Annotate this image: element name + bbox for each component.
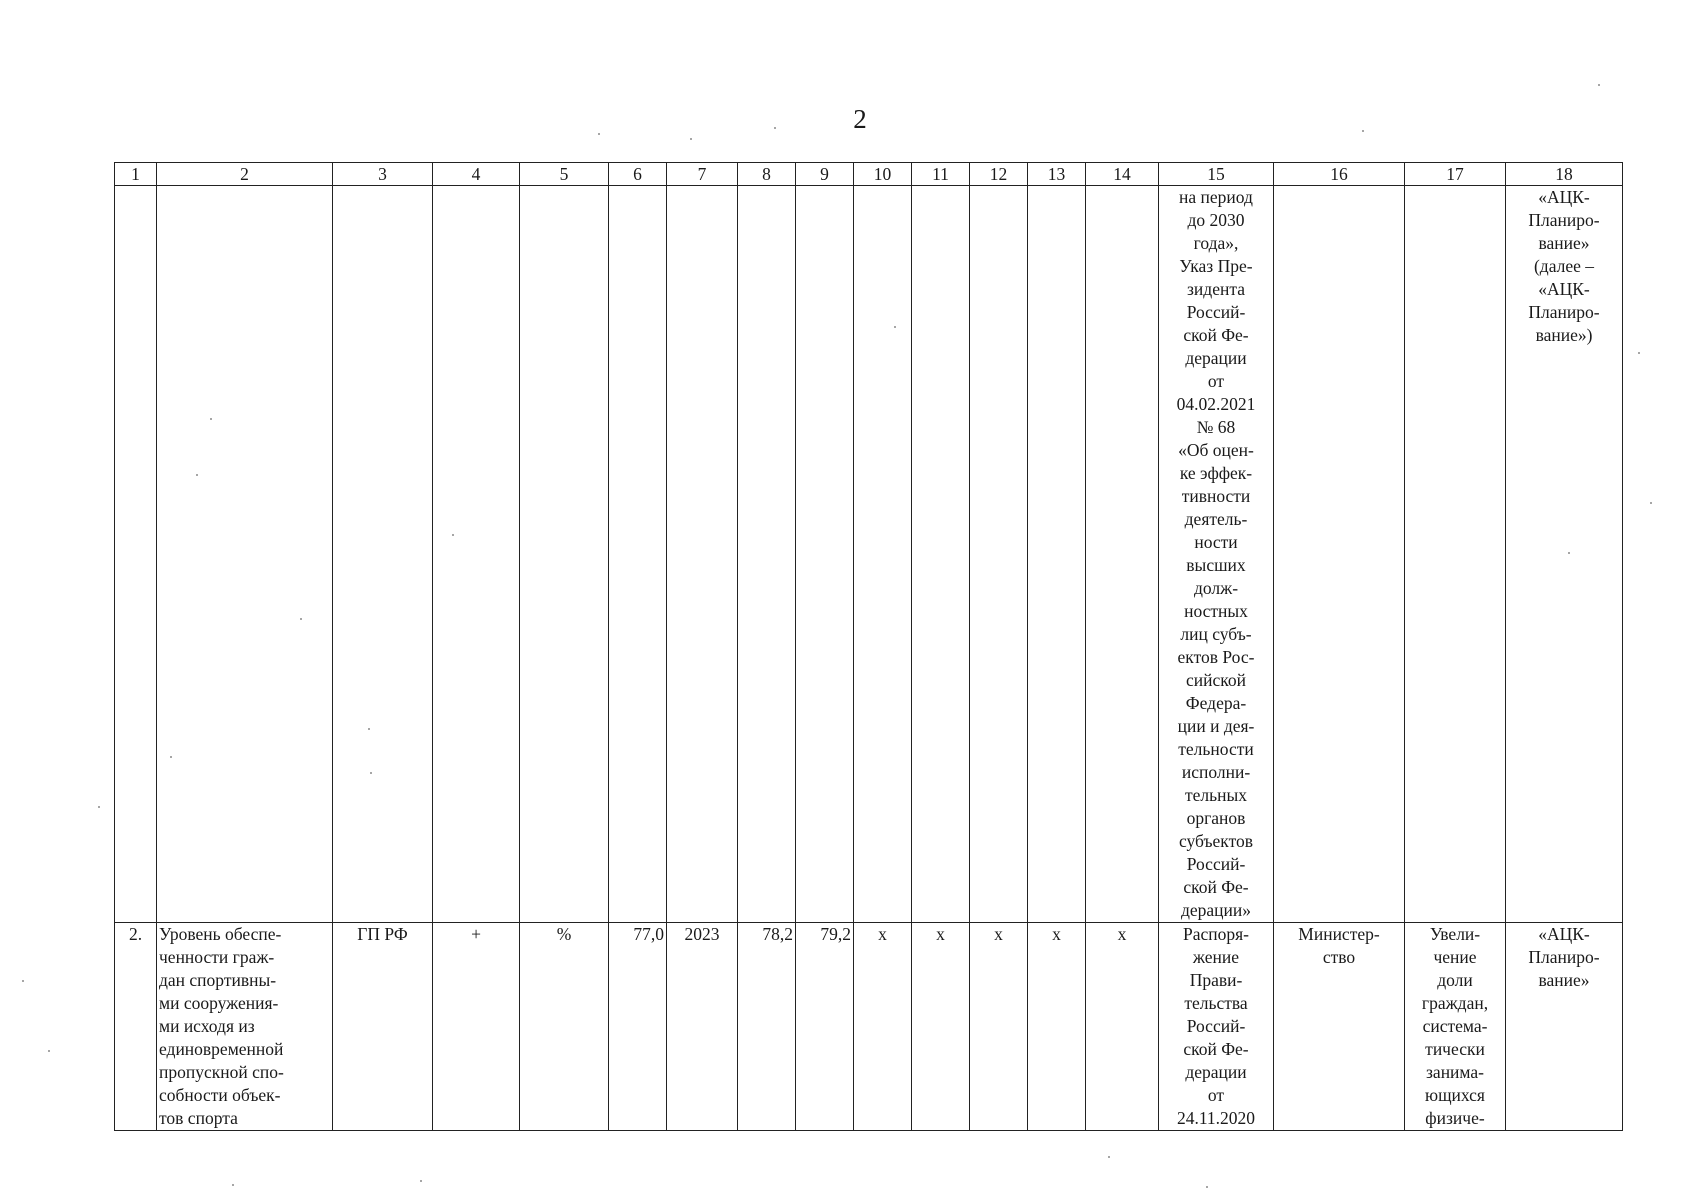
column-number: 15 <box>1159 163 1274 186</box>
column-number: 1 <box>115 163 157 186</box>
text-line: 24.11.2020 <box>1176 1108 1256 1128</box>
legal-basis-cell <box>1159 186 1274 923</box>
table-cell <box>1028 186 1086 923</box>
text-line: ности <box>1194 532 1238 552</box>
table-row <box>115 186 1623 923</box>
value-cell: x <box>912 923 970 1131</box>
table-cell <box>667 186 738 923</box>
table-row <box>115 923 1623 1131</box>
text-line: тельства <box>1184 993 1248 1013</box>
text-line: система- <box>1422 1016 1488 1036</box>
column-number: 9 <box>796 163 854 186</box>
column-number: 3 <box>333 163 433 186</box>
text-line: вание» <box>1538 970 1590 990</box>
information-system-text <box>1508 186 1620 347</box>
indicator-name <box>159 923 330 1130</box>
text-line: вание») <box>1535 325 1593 345</box>
value-cell: x <box>854 923 912 1131</box>
text-line: деятель- <box>1184 509 1248 529</box>
scan-speck <box>370 772 372 774</box>
text-line: от <box>1207 371 1225 391</box>
table-cell <box>970 186 1028 923</box>
scan-speck <box>22 980 24 982</box>
text-line: 04.02.2021 <box>1176 394 1256 414</box>
text-line: на период <box>1179 187 1253 207</box>
legal-basis-text <box>1161 186 1271 922</box>
table-cell <box>854 186 912 923</box>
text-line: Федера- <box>1185 693 1247 713</box>
text-line: «Об оцен- <box>1178 440 1254 460</box>
text-line: (далее – <box>1533 256 1595 276</box>
responsible-authority-cell <box>1274 923 1405 1131</box>
text-line: тически <box>1425 1039 1485 1059</box>
scan-speck <box>300 618 302 620</box>
text-line: ми сооружения- <box>159 993 279 1013</box>
text-line: долж- <box>1193 578 1239 598</box>
text-line: Планиро- <box>1528 302 1600 322</box>
column-number: 7 <box>667 163 738 186</box>
text-line: Планиро- <box>1528 947 1600 967</box>
table-cell <box>1274 186 1405 923</box>
column-number: 16 <box>1274 163 1405 186</box>
text-line: ми исходя из <box>159 1016 255 1036</box>
text-line: субъектов <box>1178 831 1254 851</box>
text-line: ство <box>1322 947 1356 967</box>
value-cell: x <box>1086 923 1159 1131</box>
information-system-cell <box>1506 186 1623 923</box>
text-line: дерации <box>1185 1062 1247 1082</box>
table-cell <box>433 186 520 923</box>
text-line: ченности граж- <box>159 947 275 967</box>
text-line: вание» <box>1538 233 1590 253</box>
scan-speck <box>48 1050 50 1052</box>
indicator-level: ГП РФ <box>333 923 433 1131</box>
base-value: 77,0 <box>609 923 667 1131</box>
text-line: Прави- <box>1189 970 1243 990</box>
column-number: 4 <box>433 163 520 186</box>
information-system-text <box>1508 923 1620 992</box>
responsible-authority-text <box>1276 923 1402 969</box>
legal-basis-text <box>1161 923 1271 1130</box>
linked-goal-cell <box>1405 923 1506 1131</box>
text-line: «АЦК- <box>1538 924 1590 944</box>
text-line: Распоря- <box>1182 924 1249 944</box>
value-cell: x <box>970 923 1028 1131</box>
scan-speck <box>98 806 100 808</box>
text-line: Россий- <box>1186 302 1246 322</box>
column-number: 5 <box>520 163 609 186</box>
text-line: дан спортивны- <box>159 970 277 990</box>
text-line: до 2030 <box>1187 210 1245 230</box>
text-line: исполни- <box>1181 762 1251 782</box>
column-number: 6 <box>609 163 667 186</box>
text-line: граждан, <box>1421 993 1489 1013</box>
information-system-cell <box>1506 923 1623 1131</box>
text-line: ке эффек- <box>1179 463 1253 483</box>
column-number: 11 <box>912 163 970 186</box>
text-line: лиц субъ- <box>1180 624 1252 644</box>
text-line: Увели- <box>1429 924 1481 944</box>
indicator-sign: + <box>433 923 520 1131</box>
text-line: дерации <box>1185 348 1247 368</box>
text-line: ской Фе- <box>1183 1039 1249 1059</box>
text-line: тивности <box>1181 486 1251 506</box>
text-line: ской Фе- <box>1183 877 1249 897</box>
text-line: года», <box>1193 233 1239 253</box>
scan-speck <box>452 534 454 536</box>
text-line: дерации» <box>1180 900 1252 920</box>
text-line: чение <box>1433 947 1477 967</box>
text-line: высших <box>1186 555 1246 575</box>
scan-speck <box>1638 352 1640 354</box>
text-line: Министер- <box>1298 924 1380 944</box>
scan-speck <box>598 133 600 135</box>
text-line: Указ Пре- <box>1179 256 1253 276</box>
text-line: физиче- <box>1425 1108 1485 1128</box>
scan-speck <box>1650 502 1652 504</box>
text-line: Уровень обеспе- <box>159 924 282 944</box>
scan-speck <box>420 1180 422 1182</box>
column-number: 17 <box>1405 163 1506 186</box>
indicators-table <box>114 162 1623 1131</box>
scan-speck <box>690 138 692 140</box>
column-numbers-row <box>115 163 1623 186</box>
text-line: Россий- <box>1186 854 1246 874</box>
text-line: «АЦК- <box>1538 187 1590 207</box>
text-line: ектов Рос- <box>1177 647 1255 667</box>
scan-speck <box>1568 552 1570 554</box>
text-line: ции и дея- <box>1177 716 1255 736</box>
page-number: 2 <box>853 104 867 134</box>
column-number: 12 <box>970 163 1028 186</box>
scan-speck <box>210 418 212 420</box>
table-cell <box>796 186 854 923</box>
scan-speck <box>1598 84 1600 86</box>
scan-speck <box>894 326 896 328</box>
column-number: 10 <box>854 163 912 186</box>
scan-speck <box>232 1184 234 1186</box>
text-line: сийской <box>1186 670 1246 690</box>
text-line: № 68 <box>1196 417 1236 437</box>
text-line: Планиро- <box>1528 210 1600 230</box>
linked-goal-text <box>1407 923 1503 1130</box>
unit-of-measure: % <box>520 923 609 1131</box>
table-cell <box>609 186 667 923</box>
scan-speck <box>368 728 370 730</box>
scan-speck <box>1206 1186 1208 1188</box>
column-number: 18 <box>1506 163 1623 186</box>
text-line: пропускной спо- <box>159 1062 284 1082</box>
text-line: доли <box>1437 970 1473 990</box>
table-cell <box>912 186 970 923</box>
scan-speck <box>774 127 776 129</box>
base-year: 2023 <box>667 923 738 1131</box>
table-cell <box>520 186 609 923</box>
table-cell <box>738 186 796 923</box>
text-line: органов <box>1186 808 1246 828</box>
legal-basis-cell <box>1159 923 1274 1131</box>
text-line: единовременной <box>159 1039 284 1059</box>
text-line: зидента <box>1187 279 1245 299</box>
column-number: 8 <box>738 163 796 186</box>
table-cell <box>115 186 157 923</box>
table-cell <box>333 186 433 923</box>
text-line: ностных <box>1184 601 1248 621</box>
value-cell: x <box>1028 923 1086 1131</box>
text-line: Россий- <box>1186 1016 1246 1036</box>
table-cell <box>157 186 333 923</box>
column-number: 14 <box>1086 163 1159 186</box>
scan-speck <box>1108 1156 1110 1158</box>
text-line: от <box>1207 1085 1225 1105</box>
text-line: тельности <box>1178 739 1254 759</box>
row-number: 2. <box>115 923 157 1131</box>
indicator-name-cell <box>157 923 333 1131</box>
table-cell <box>1405 186 1506 923</box>
scan-speck <box>196 474 198 476</box>
text-line: «АЦК- <box>1538 279 1590 299</box>
value-cell: 79,2 <box>796 923 854 1131</box>
text-line: занима- <box>1426 1062 1484 1082</box>
column-number: 2 <box>157 163 333 186</box>
text-line: ской Фе- <box>1183 325 1249 345</box>
scan-speck <box>1362 130 1364 132</box>
text-line: жение <box>1192 947 1240 967</box>
text-line: тельных <box>1184 785 1247 805</box>
text-line: собности объек- <box>159 1085 281 1105</box>
text-line: ющихся <box>1425 1085 1485 1105</box>
value-cell: 78,2 <box>738 923 796 1131</box>
scan-speck <box>170 756 172 758</box>
column-number: 13 <box>1028 163 1086 186</box>
text-line: тов спорта <box>159 1108 238 1128</box>
table-cell <box>1086 186 1159 923</box>
